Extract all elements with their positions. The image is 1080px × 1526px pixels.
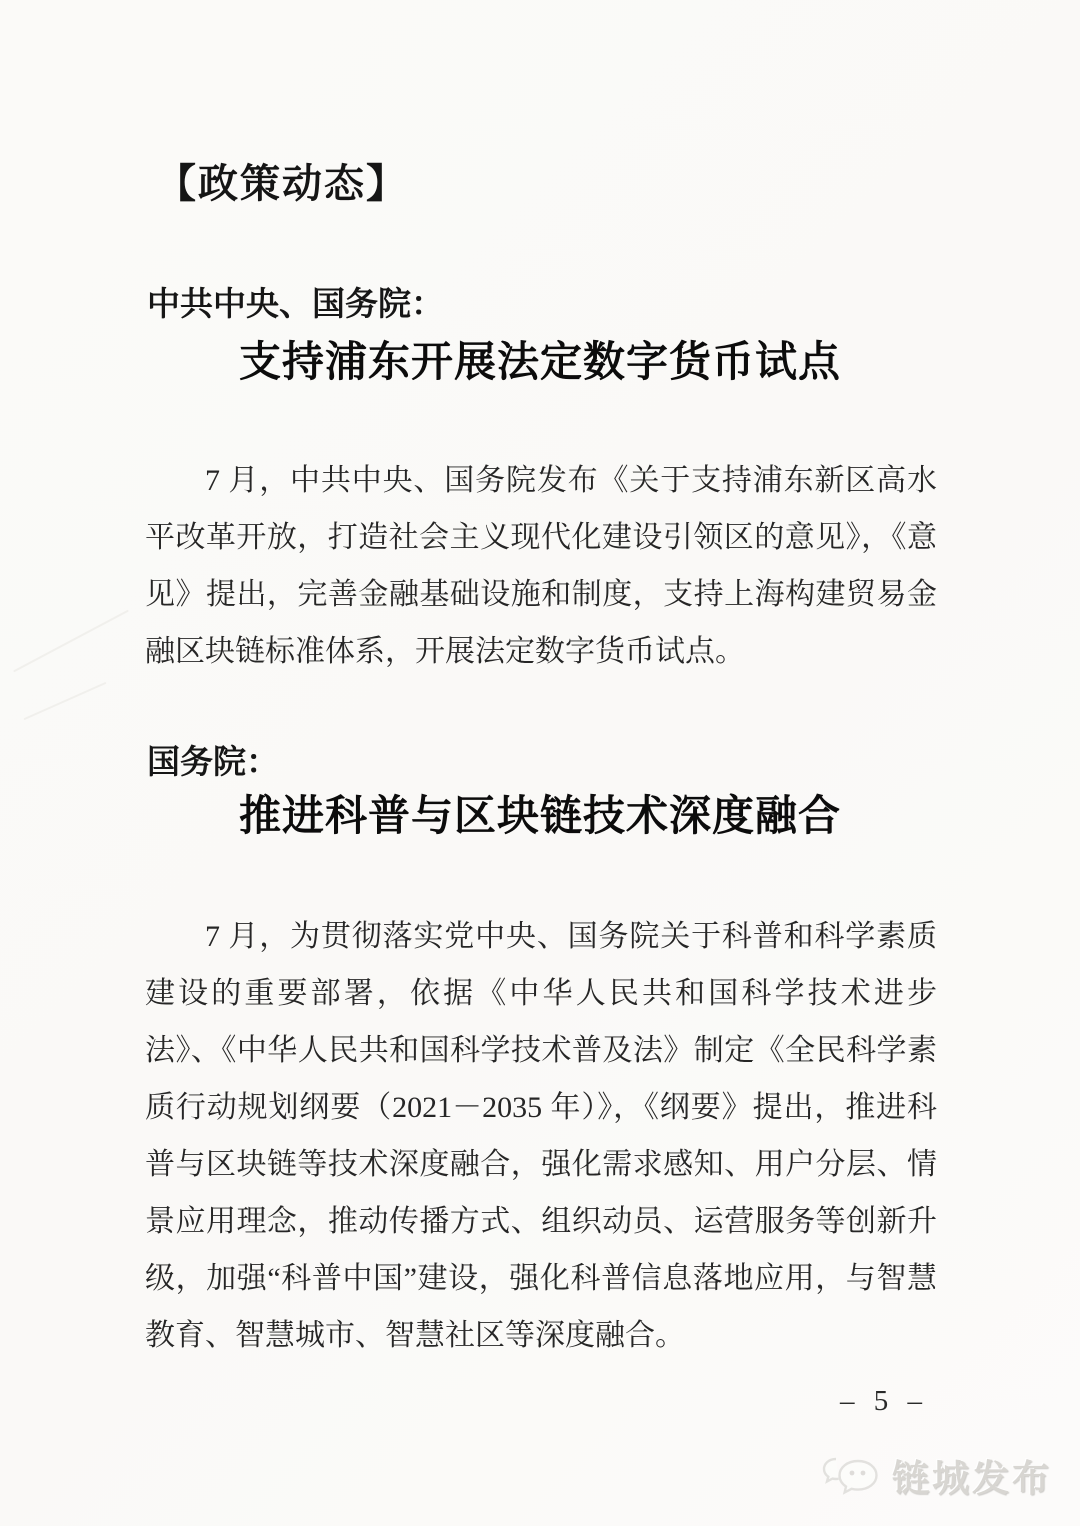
chat-bubbles-icon [822, 1451, 884, 1499]
policy-source-2: 国务院： [147, 743, 279, 780]
policy-title-1: 支持浦东开展法定数字货币试点 [238, 340, 841, 386]
scan-artifact [23, 682, 106, 720]
bulletin-section-header: 【政策动态】 [156, 162, 408, 206]
policy-title-2: 推进科普与区块链技术深度融合 [238, 794, 841, 840]
watermark-text: 链城发布 [892, 1458, 1052, 1499]
brand-watermark [822, 1448, 1052, 1502]
policy-paragraph-2: 7 月，为贯彻落实党中央、国务院关于科普和科学素质建设的重要部署，依据《中华人民共和国科学技术进步法》、《中华人民共和国科学技术普及法》制定《全民科学素质行动规划纲要（2021－2035 年）》，《纲要》提出，推进科普与区块链等技术深度融合，强化需求感知、用户分层、情景应用理念，推动传播方式、组织动员、运营服务等创新升级，加强“科普中国”建设，强化科普信息落地应用，与智慧教育、智慧城市、智慧社区等深度融合。 [145, 920, 937, 1352]
policy-paragraph-1: 7 月，中共中央、国务院发布《关于支持浦东新区高水平改革开放，打造社会主义现代化建设引领区的意见》，《意见》提出，完善金融基础设施和制度，支持上海构建贸易金融区块链标准体系，开展法定数字货币试点。 [145, 464, 937, 668]
policy-source-1: 中共中央、国务院： [147, 285, 444, 322]
page-number: – 5 – [840, 1385, 928, 1417]
scan-artifact [13, 610, 129, 673]
